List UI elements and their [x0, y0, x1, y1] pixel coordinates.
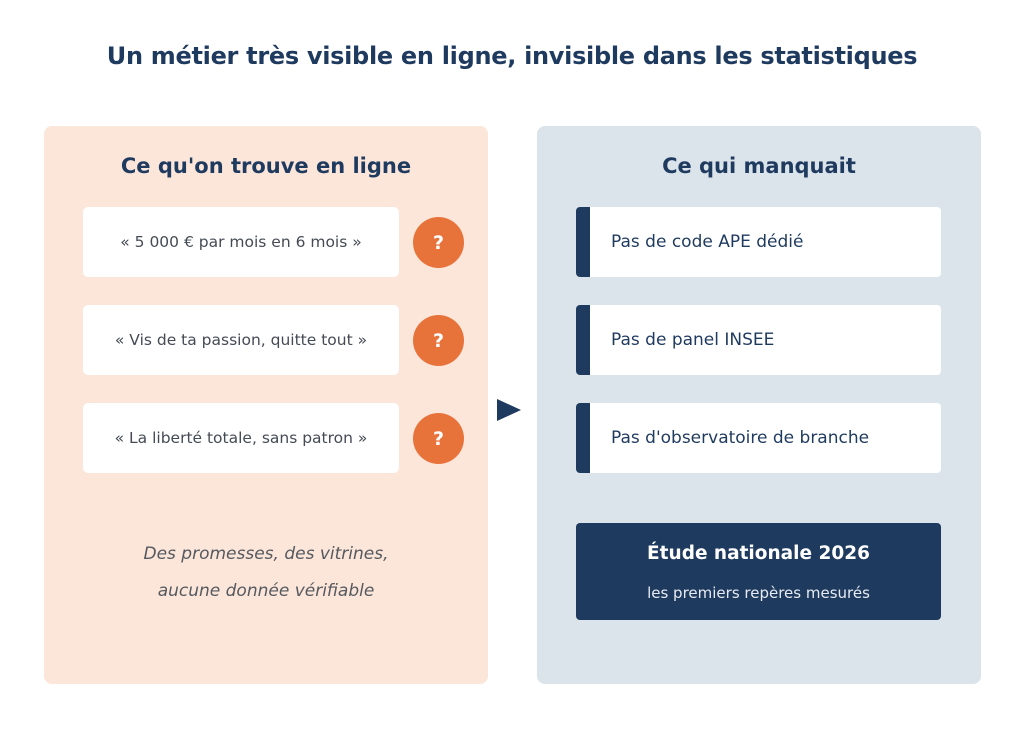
missing-data-title: Ce qui manquait — [662, 154, 856, 178]
accent-bar — [576, 305, 590, 375]
missing-item-label: Pas de code APE dédié — [611, 232, 804, 252]
accent-bar — [576, 403, 590, 473]
quote-text: « Vis de ta passion, quitte tout » — [114, 331, 368, 349]
accent-bar — [576, 207, 590, 277]
missing-item-3 — [576, 403, 941, 473]
question-mark-icon: ? — [413, 315, 464, 366]
missing-item-1 — [576, 207, 941, 277]
page-title: Un métier très visible en ligne, invisible dans les statistiques — [106, 42, 918, 70]
study-title: Étude nationale 2026 — [647, 543, 870, 564]
online-claims-title: Ce qu'on trouve en ligne — [120, 154, 412, 178]
study-subtitle: les premiers repères mesurés — [647, 584, 870, 602]
note-line-1: Des promesses, des vitrines, — [143, 544, 389, 564]
missing-item-label: Pas de panel INSEE — [611, 330, 775, 350]
note-line-2: aucune donnée vérifiable — [157, 581, 375, 601]
online-claims-panel — [44, 126, 488, 684]
quote-text: « La liberté totale, sans patron » — [114, 429, 368, 447]
quote-text: « 5 000 € par mois en 6 mois » — [120, 233, 362, 251]
quote-card-2 — [83, 305, 399, 375]
missing-item-2 — [576, 305, 941, 375]
missing-item-label: Pas d'observatoire de branche — [611, 428, 870, 448]
question-mark-icon: ? — [413, 413, 464, 464]
arrow-right-icon — [497, 399, 521, 421]
missing-data-panel — [537, 126, 981, 684]
question-mark-icon: ? — [413, 217, 464, 268]
online-claims-note — [44, 536, 488, 610]
quote-card-1 — [83, 207, 399, 277]
national-study-box — [576, 523, 941, 620]
quote-card-3 — [83, 403, 399, 473]
